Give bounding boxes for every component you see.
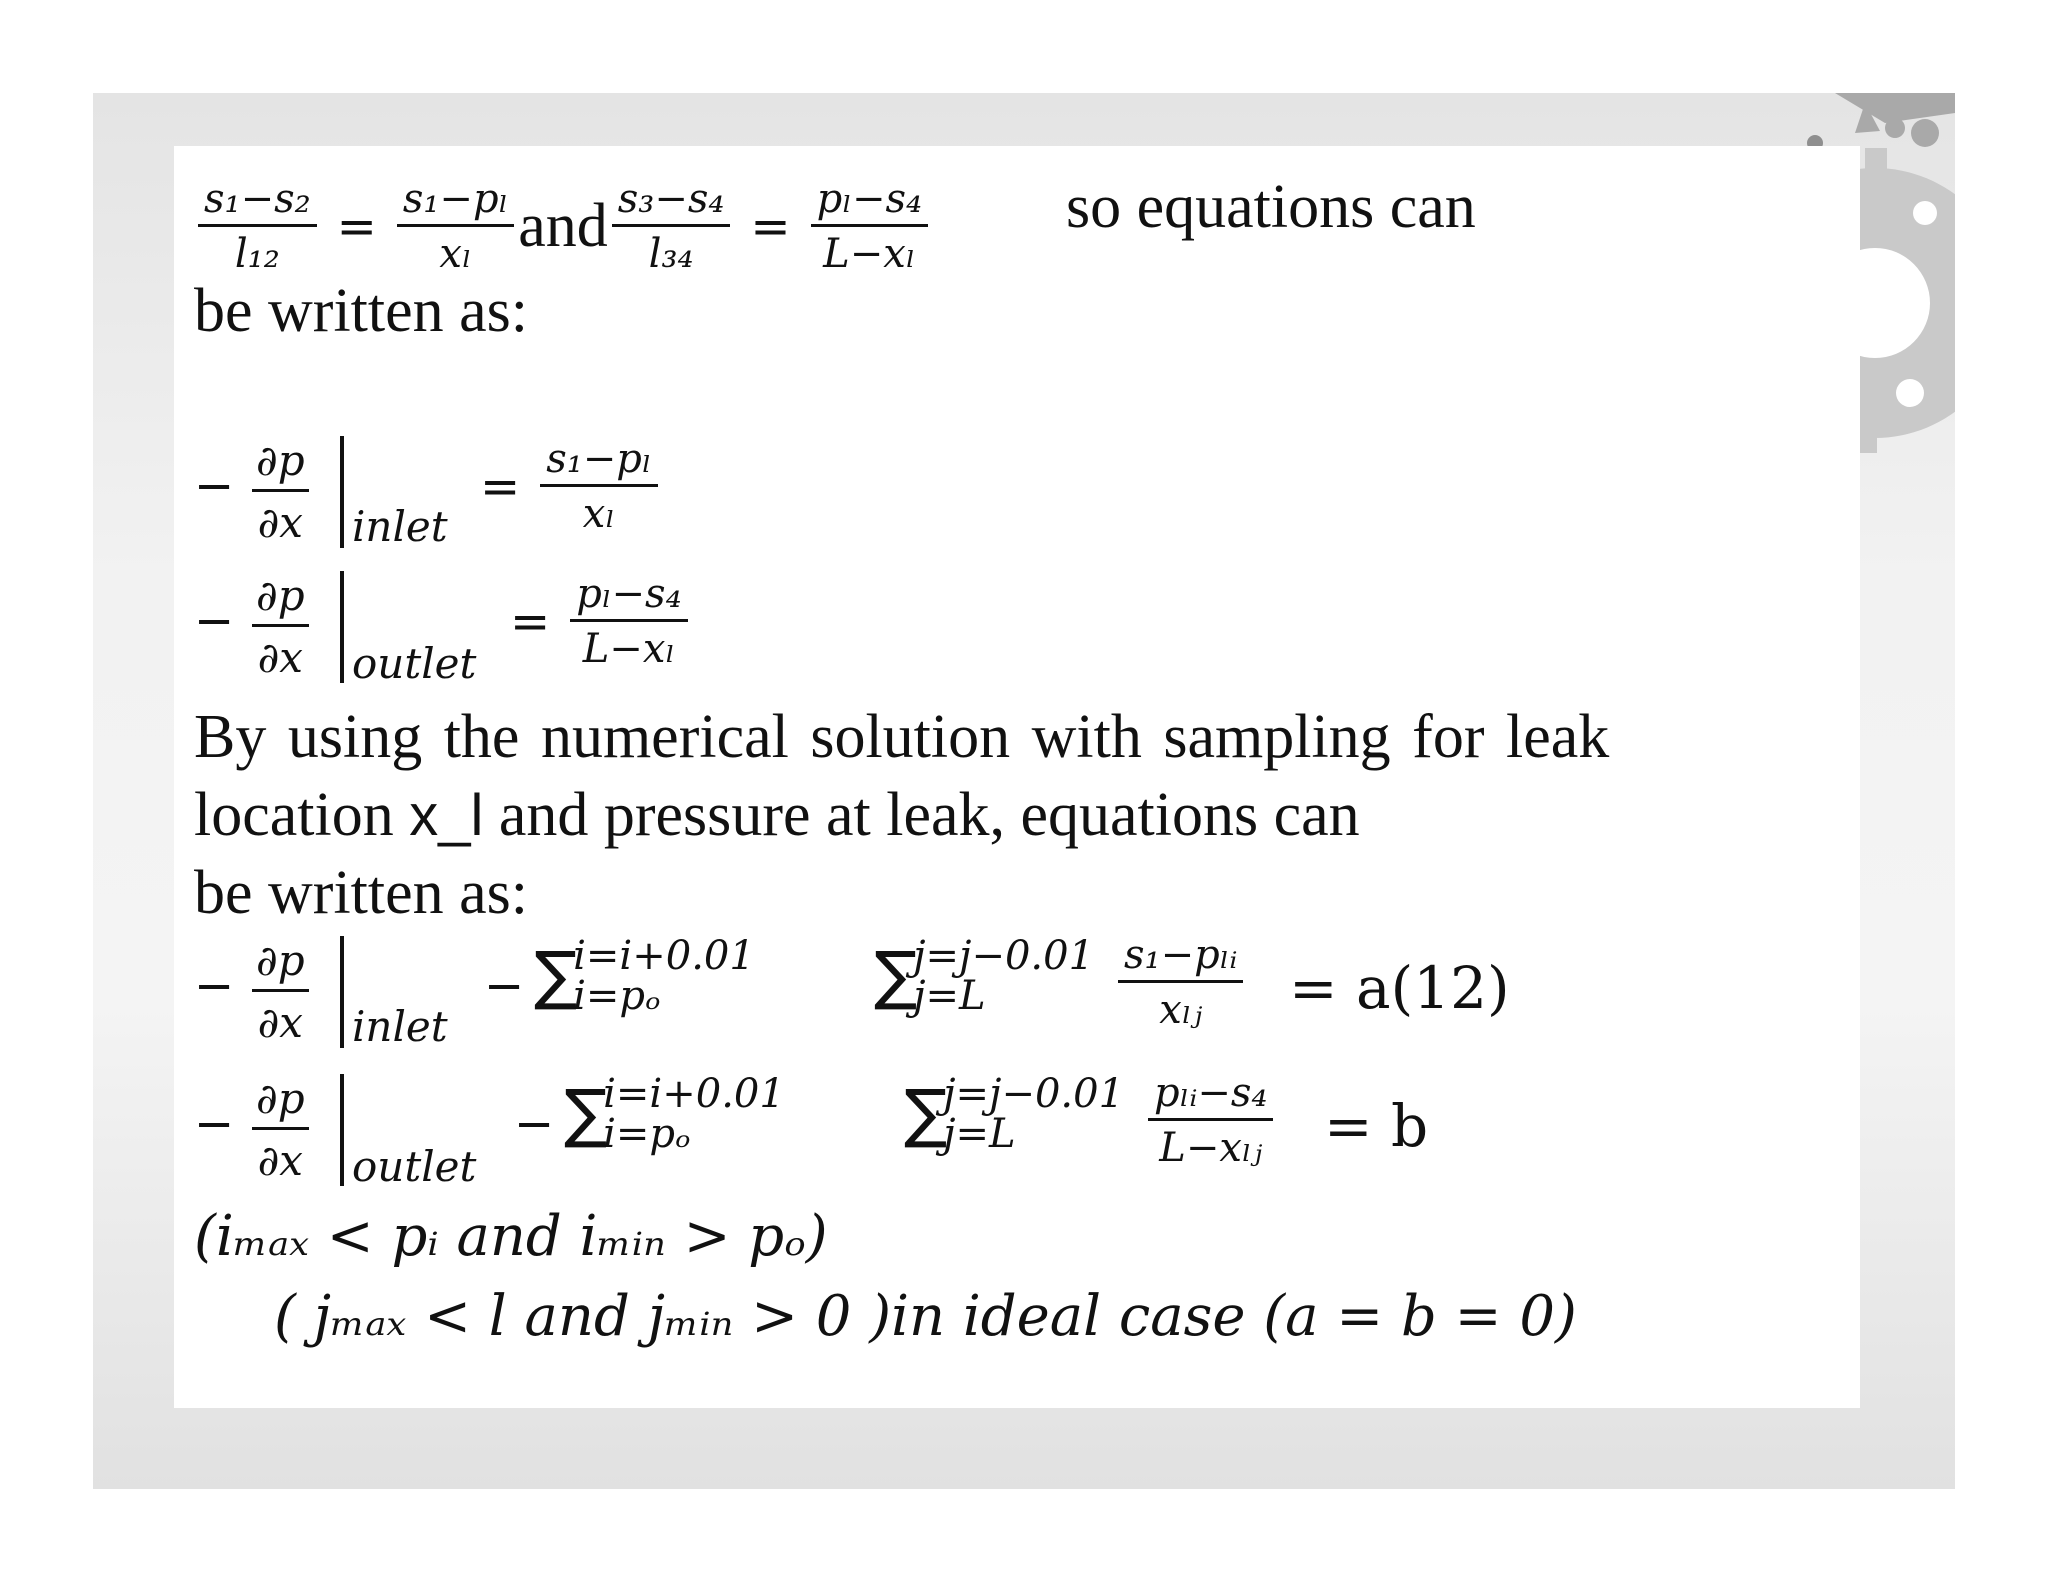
lower-limit: i=pₒ: [573, 973, 661, 1019]
sum-fraction-1: [1114, 932, 1247, 1033]
denominator: xₗⱼ: [1159, 987, 1203, 1033]
minus-sign: −: [484, 958, 525, 1014]
be-written-as-text-2: be written as:: [194, 859, 529, 927]
condition-line-1: (iₘₐₓ < pᵢ and iₘᵢₙ > pₒ): [194, 1204, 828, 1269]
numerator: pₗ−s₄: [811, 176, 928, 227]
denominator: ∂x: [257, 1136, 303, 1185]
ratio-equations: [194, 176, 932, 286]
sum-limits: [573, 933, 755, 1019]
and-text: and: [518, 192, 608, 260]
numerator: s₃−s₄: [612, 176, 731, 227]
so-equations-can-text: so equations can: [1066, 173, 1476, 241]
dp-dx-fraction: [252, 571, 309, 682]
dp-dx-fraction: [252, 936, 309, 1047]
sum-limits: [943, 1071, 1125, 1157]
minus-sign: −: [514, 1096, 555, 1152]
denominator: L−xₗⱼ: [1159, 1125, 1263, 1171]
outlet-subscript: outlet: [352, 1142, 477, 1191]
sum-over-i: [534, 933, 755, 1019]
sum-limits: [913, 933, 1095, 1019]
outlet-summation-equation: [194, 1070, 1594, 1194]
numerator: ∂p: [252, 436, 309, 492]
equals-sign: =: [336, 198, 377, 255]
numerator: s₁−s₂: [198, 176, 317, 227]
numerator: pₗ−s₄: [570, 571, 687, 622]
inlet-derivative-equation: [194, 436, 754, 556]
sigma-symbol: ∑: [904, 1077, 948, 1151]
paragraph-line-1: By using the numerical solution with sampling for leak: [194, 703, 1610, 771]
fraction-pl-s4: [811, 176, 928, 277]
inlet-subscript: inlet: [352, 502, 448, 551]
pressure-text: and pressure at leak, equations can: [498, 781, 1360, 849]
denominator: l₃₄: [648, 231, 694, 277]
denominator: ∂x: [257, 633, 303, 682]
numerator: pₗᵢ−s₄: [1148, 1070, 1273, 1121]
evaluation-bar: [340, 436, 344, 548]
location-text: location: [194, 781, 394, 849]
minus-sign: −: [194, 1096, 235, 1152]
content-panel: [174, 146, 1860, 1408]
inlet-rhs: [464, 436, 662, 537]
minus-sign: −: [194, 958, 235, 1014]
condition-line-2: ( jₘₐₓ < l and jₘᵢₙ > 0 )in ideal case (a = b = 0): [274, 1284, 1577, 1349]
fraction-s1-pli: [1118, 932, 1243, 1033]
numerator: s₁−pₗ: [540, 436, 657, 487]
result-b: = b: [1324, 1092, 1429, 1160]
sum-over-i: [564, 1071, 785, 1157]
upper-limit: i=i+0.01: [603, 1071, 785, 1117]
sum-limits: [603, 1071, 785, 1157]
numerator: s₁−pₗᵢ: [1118, 932, 1243, 983]
outlet-rhs: [494, 571, 692, 672]
paragraph-line-2: [194, 780, 1360, 851]
fraction-s1-s2: [198, 176, 317, 277]
equals-sign: =: [510, 593, 551, 650]
numerator: ∂p: [252, 571, 309, 627]
sigma-symbol: ∑: [874, 939, 918, 1013]
inlet-subscript: inlet: [352, 1002, 448, 1051]
sum-fraction-2: [1144, 1070, 1277, 1171]
upper-limit: j=j−0.01: [943, 1071, 1125, 1117]
lower-limit: j=L: [943, 1111, 1016, 1157]
sigma-symbol: ∑: [564, 1077, 608, 1151]
denominator: ∂x: [257, 998, 303, 1047]
denominator: ∂x: [257, 498, 303, 547]
evaluation-bar: [340, 936, 344, 1048]
denominator: L−xₗ: [823, 231, 916, 277]
outlet-subscript: outlet: [352, 639, 477, 688]
fraction-pli-s4: [1148, 1070, 1273, 1171]
numerator: s₁−pₗ: [397, 176, 514, 227]
dp-dx-fraction: [252, 1074, 309, 1185]
evaluation-bar: [340, 1074, 344, 1186]
dp-dx-fraction: [252, 436, 309, 547]
denominator: l₁₂: [234, 231, 280, 277]
upper-limit: i=i+0.01: [573, 933, 755, 979]
lower-limit: i=pₒ: [603, 1111, 691, 1157]
lower-limit: j=L: [913, 973, 986, 1019]
numerator: ∂p: [252, 936, 309, 992]
fraction-s1-pl-inlet: [540, 436, 657, 537]
fraction-pl-s4-outlet: [570, 571, 687, 672]
minus-sign: −: [194, 593, 235, 649]
inlet-summation-equation: [194, 932, 1594, 1056]
denominator: xₗ: [582, 491, 616, 537]
sum-over-j: [874, 933, 1095, 1019]
result-a: = a(12): [1289, 954, 1510, 1022]
numerator: ∂p: [252, 1074, 309, 1130]
equals-sign: =: [480, 458, 521, 515]
evaluation-bar: [340, 571, 344, 683]
sigma-symbol: ∑: [534, 939, 578, 1013]
fraction-s1-pl: [397, 176, 514, 277]
leak-location-variable: x_l: [409, 783, 484, 848]
outlet-derivative-equation: [194, 571, 754, 691]
fraction-s3-s4: [612, 176, 731, 277]
equals-sign: =: [750, 198, 791, 255]
be-written-as-text-1: be written as:: [194, 277, 529, 345]
slide-frame: [93, 93, 1955, 1489]
sum-over-j: [904, 1071, 1125, 1157]
denominator: L−xₗ: [582, 626, 676, 672]
minus-sign: −: [194, 458, 235, 514]
denominator: xₗ: [439, 231, 472, 277]
upper-limit: j=j−0.01: [913, 933, 1095, 979]
